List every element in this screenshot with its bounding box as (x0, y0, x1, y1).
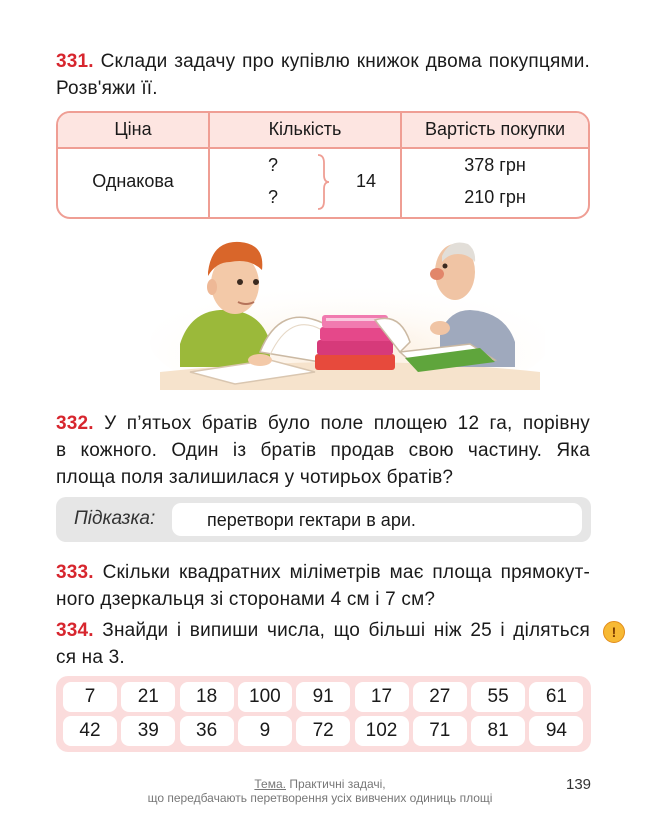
task-332-number: 332. (56, 413, 94, 434)
number-cell: 9 (238, 716, 292, 746)
task-332-line1: У п’ятьох братів було поле площею 12 га, порівну (104, 413, 591, 434)
header-quantity: Кількість (268, 119, 342, 139)
task-331-text (56, 48, 590, 102)
illustration-two-men-with-books (150, 232, 545, 390)
number-cell: 81 (471, 716, 525, 746)
footer-topic-label: Тема. (254, 777, 286, 791)
task-331-number: 331. (56, 51, 94, 72)
footer-topic-line2: що передбачають перетворення усіх вивчених одиниць площі (147, 791, 493, 805)
number-cell: 72 (296, 716, 350, 746)
number-cell: 39 (121, 716, 175, 746)
footer-topic (100, 777, 540, 805)
task-334-number: 334. (56, 620, 94, 641)
hint-bar (56, 497, 591, 542)
header-cost: Вартість покупки (424, 119, 565, 139)
hint-text: перетвори гектари в ари. (207, 510, 416, 530)
hint-box (172, 503, 582, 536)
task-334-text (56, 617, 590, 671)
task-334-line2: ся на 3. (56, 647, 125, 668)
task-332-text (56, 410, 590, 491)
cell-qty2: ? (267, 187, 278, 207)
task-333-line1: Скільки квадратних міліметрів має площа прямокут- (102, 562, 591, 583)
page-number: 139 (566, 776, 592, 793)
number-cell: 91 (296, 682, 350, 712)
number-cell: 55 (471, 682, 525, 712)
number-cell: 100 (238, 682, 292, 712)
hint-label: Підказка: (74, 508, 156, 529)
number-cell: 42 (63, 716, 117, 746)
number-cell: 21 (121, 682, 175, 712)
number-cell: 36 (180, 716, 234, 746)
number-cell: 71 (413, 716, 467, 746)
numbers-grid (56, 676, 591, 752)
number-cell: 7 (63, 682, 117, 712)
task-332-line3: площа поля залишилася у чотирьох братів? (56, 467, 454, 488)
number-cell: 94 (529, 716, 583, 746)
curly-brace-icon (316, 153, 330, 211)
task-331-table (56, 111, 590, 219)
footer-topic-line1: Практичні задачі, (289, 777, 386, 791)
cell-cost1: 378 грн (464, 155, 526, 175)
cell-cost2: 210 грн (464, 187, 526, 207)
cell-qty-total: 14 (355, 171, 377, 191)
task-333-text (56, 559, 590, 613)
task-331-line2: Розв'яжи її. (56, 78, 158, 99)
number-cell: 18 (180, 682, 234, 712)
attention-icon: ! (603, 621, 625, 643)
cell-price: Однакова (92, 171, 174, 191)
number-cell: 61 (529, 682, 583, 712)
number-cell: 17 (355, 682, 409, 712)
task-331-line1: Склади задачу про купівлю книжок двома покупцями. (100, 51, 590, 72)
number-cell: 102 (355, 716, 409, 746)
number-cell: 27 (413, 682, 467, 712)
header-price: Ціна (114, 119, 152, 139)
task-333-number: 333. (56, 562, 94, 583)
cell-qty1: ? (267, 155, 278, 175)
task-334-line1: Знайди і випиши числа, що більші ніж 25 і діляться (102, 620, 590, 641)
task-333-line2: ного дзеркальця зі сторонами 4 см і 7 см? (56, 589, 436, 610)
task-332-line2: в кожного. Один із братів продав свою частину. Яка (56, 440, 590, 461)
